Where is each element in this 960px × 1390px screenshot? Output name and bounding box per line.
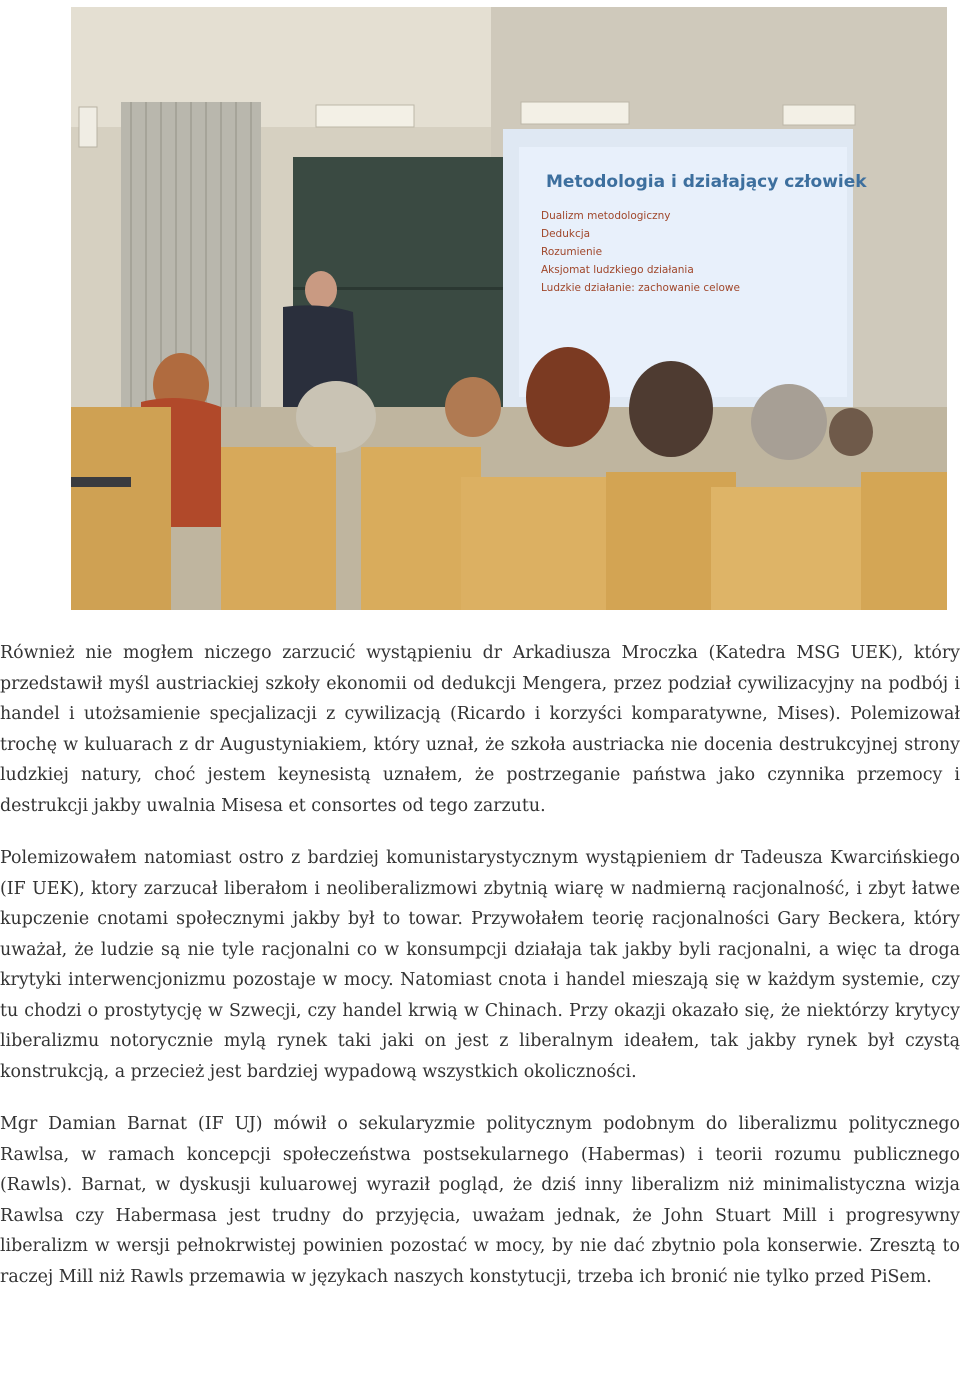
lecture-room-image: [71, 7, 947, 610]
article-paragraph: Również nie mogłem niczego zarzucić wystąpieniu dr Arkadiusza Mroczka (Katedra MSG UEK), który przedstawił myśl austriackiej szkoły ekonomii od dedukcji Mengera, przez podział cywilizacyjny na podbój i handel i utożsamienie specjalizacji z cywilizacją (Ricardo i korzyści komparatywne, Mises). Polemizował trochę w kuluarach z dr Augustyniakiem, który uznał, że szkoła austriacka nie docenia destrukcyjnej strony ludzkiej natury, choć jestem keynesistą uznałem, że postrzeganie państwa jako czynnika przemocy i destrukcji jakby uwalnia Misesa et consortes od tego zarzutu.: [0, 643, 960, 816]
slide-bullet: Rozumienie: [541, 246, 603, 258]
slide-title: Metodologia i działający człowiek: [546, 172, 867, 192]
article-paragraph: Polemizowałem natomiast ostro z bardziej komunistarystycznym wystąpieniem dr Tadeusza Kwarcińskiego (IF UEK), ktory zarzucał liberałom i neoliberalizmowi zbytnią wiarę w nadmierną racjonalność, i zbyt łatwe kupczenie cnotami społecznymi jakby był to towar. Przywołałem teorię racjonalności Gary Beckera, który uważał, że ludzie są nie tyle racjonalni co w konsumpcji działaja tak jakby byli racjonalni, a więc ta droga krytyki interwencjonizmu pozostaje w mocy. Natomiast cnota i handel mieszają się w każdym systemie, czy tu chodzi o prostytycję w Szwecji, czy handel krwią w Chinach. Przy okazji okazało się, że niektórzy krytycy liberalizmu notorycznie mylą rynek taki jaki on jest z liberalnym ideałem, tak jakby rynek był czystą konstrukcją, a przecież jest bardziej wypadową wszystkich okoliczności.: [0, 848, 960, 1082]
slide-bullet: Dualizm metodologiczny: [541, 210, 671, 222]
slide-bullet: Aksjomat ludzkiego działania: [541, 264, 694, 276]
slide-bullet: Ludzkie działanie: zachowanie celowe: [541, 282, 740, 294]
article-body: [0, 638, 960, 1314]
article-paragraph: Mgr Damian Barnat (IF UJ) mówił o sekularyzmie politycznym podobnym do liberalizmu politycznego Rawlsa, w ramach koncepcji społeczeństwa postsekularnego (Habermas) i teorii rozumu publicznego (Rawls). Barnat, w dyskusji kuluarowej wyraził pogląd, że dziś inny liberalizm niż minimalistyczna wizja Rawlsa czy Habermasa jest trudny do przyjęcia, uważam jednak, że John Stuart Mill i progresywny liberalizm w wersji pełnokrwistej powinien pozostać w mocy, by nie dać zbytnio pola konserwie. Zresztą to raczej Mill niż Rawls przemawia w językach naszych konstytucji, trzeba ich bronić nie tylko przed PiSem.: [0, 1114, 960, 1287]
conference-photo: [71, 7, 947, 610]
slide-bullet: Dedukcja: [541, 228, 591, 240]
